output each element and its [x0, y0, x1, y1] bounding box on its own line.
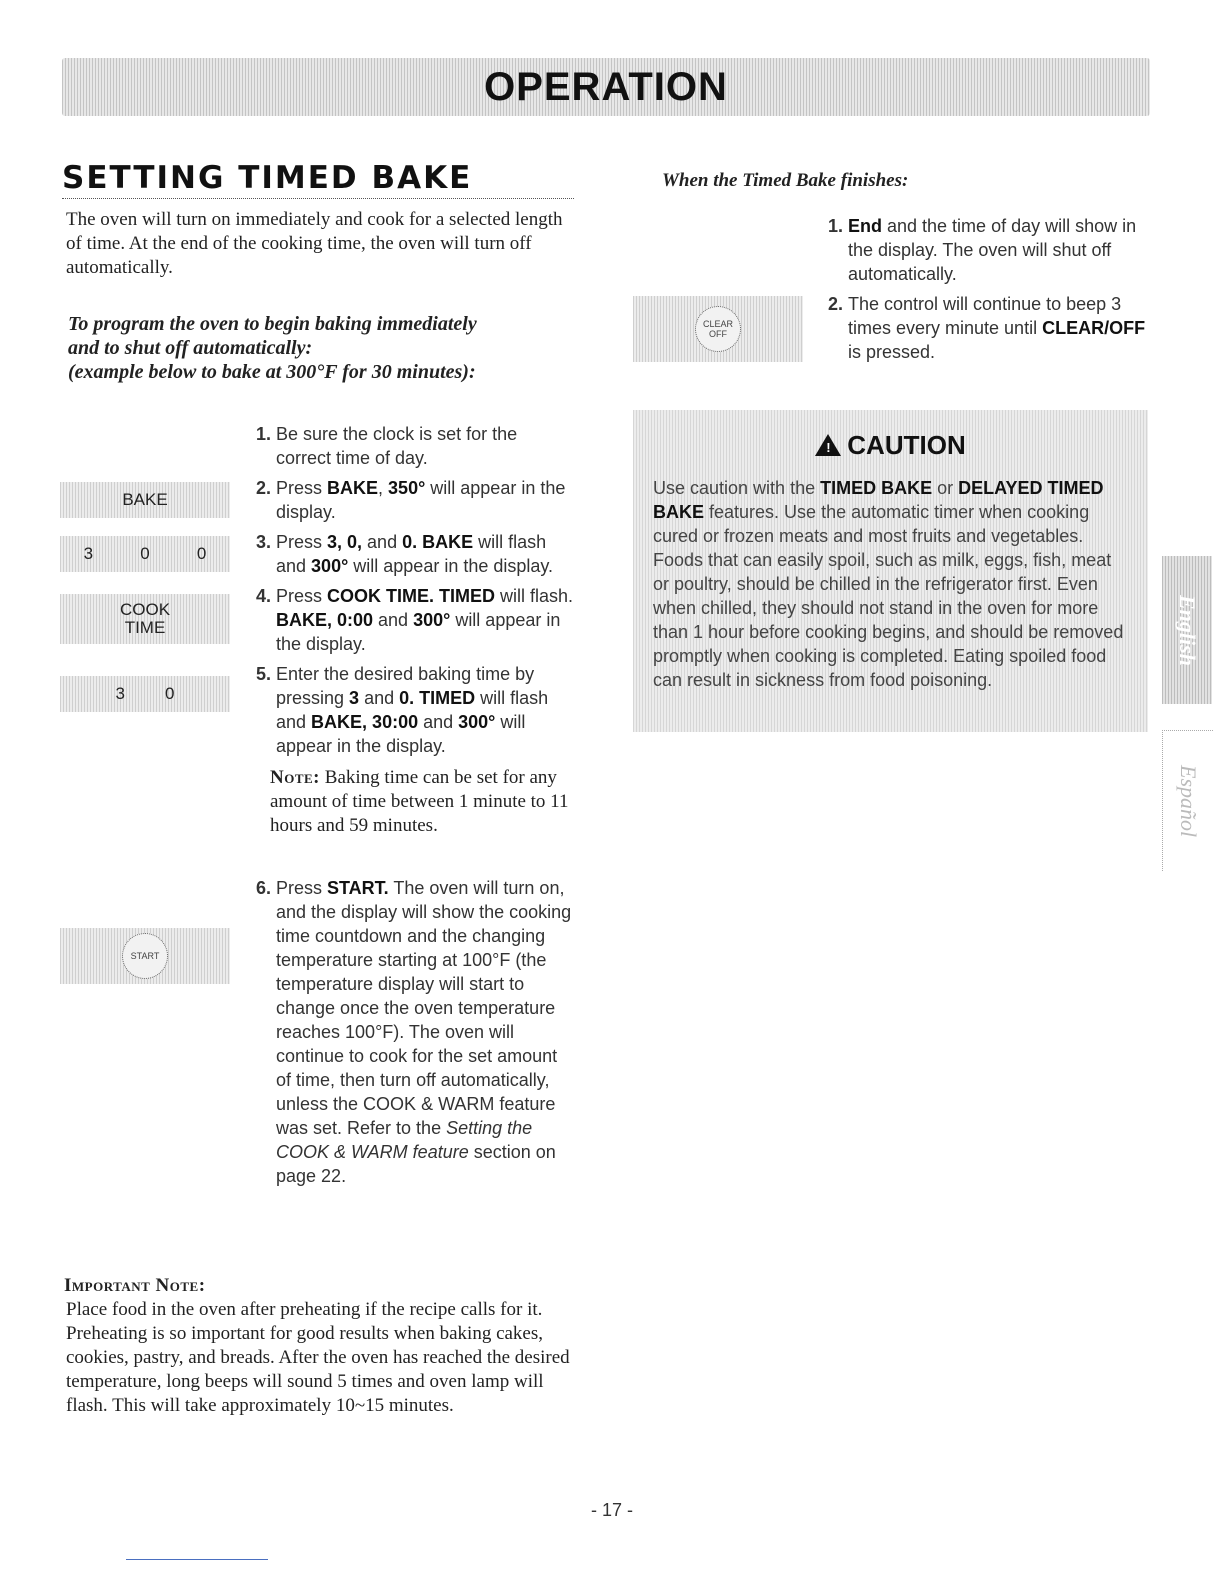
step-6 [256, 876, 576, 1188]
cook-time-label-2: TIME [124, 618, 166, 637]
note-block [270, 766, 590, 838]
step-1 [256, 422, 576, 470]
clear-off-button-icon [695, 306, 741, 352]
espanol-tab-label: Español [1176, 764, 1201, 838]
note-text: Baking time can be set for any amount of time between 1 minute to 11 hours and 59 minutes. [270, 767, 569, 836]
english-tab[interactable] [1162, 556, 1212, 704]
finish-step-2 [828, 292, 1148, 364]
operation-banner [62, 58, 1150, 116]
section-title: SETTING TIMED BAKE [62, 160, 574, 199]
program-line-2: and to shut off automatically: [68, 337, 313, 359]
page-number: - 17 - [590, 1500, 633, 1520]
off-label: OFF [709, 329, 727, 339]
program-line-1: To program the oven to begin baking immediately [68, 313, 477, 335]
warning-icon: ! [815, 434, 841, 456]
step-3 [256, 530, 576, 578]
start-button-icon [122, 933, 168, 979]
note-label: Note: [270, 767, 321, 788]
bake-key [60, 482, 230, 518]
important-note-text: Place food in the oven after preheating if the recipe calls for it. Preheating is so important for good results when baking cakes, cookies, pastry, and breads. After the oven has reached the desired temperature, long beeps will sound 5 times and oven lamp will flash. This will take approximately 10~15 minutes. [66, 1299, 570, 1416]
step-text: Press 3, 0, and 0. BAKE will flash and 300° will appear in the display. [276, 532, 554, 576]
program-heading [68, 312, 588, 384]
caution-title: CAUTION [847, 430, 966, 460]
start-key [60, 928, 230, 984]
step-2 [256, 476, 576, 524]
digit-keys-300 [60, 536, 230, 572]
program-line-3: (example below to bake at 300°F for 30 minutes): [68, 361, 476, 383]
step-5 [256, 662, 576, 758]
footer-line [126, 1559, 268, 1560]
english-tab-label: English [1175, 594, 1200, 666]
digit-key: 3 [115, 684, 125, 703]
caution-box [633, 410, 1148, 732]
step-text: Press START. The oven will turn on, and the display will show the cooking time countdown and the changing temperature starting at 100°F (the temperature display will start to change once the oven temperature reaches 100°F). The oven will continue to cook for the set amount of time, then turn off automatically, unless the COOK & WARM feature was set. Refer to the Setting the COOK & WARM feature section on page 22. [276, 878, 572, 1186]
step-number: 3. [256, 532, 272, 552]
caution-heading [633, 430, 1148, 461]
step-number: 6. [256, 878, 272, 898]
step-text: Enter the desired baking time by pressing 3 and 0. TIMED will flash and BAKE, 30:00 and 300° will appear in the display. [276, 664, 549, 756]
digit-key: 0 [165, 684, 175, 703]
step-text: End and the time of day will show in the display. The oven will shut off automatically. [848, 216, 1137, 284]
step-text: The control will continue to beep 3 times every minute until CLEAR/OFF is pressed. [848, 294, 1146, 362]
step-4 [256, 584, 576, 656]
step-text: Press BAKE, 350° will appear in the display. [276, 478, 566, 522]
bake-key-label: BAKE [122, 490, 168, 509]
finish-heading: When the Timed Bake finishes: [662, 170, 909, 191]
digit-key: 0 [140, 544, 150, 563]
start-label: START [130, 951, 160, 961]
espanol-tab[interactable] [1162, 730, 1213, 871]
clear-off-key [633, 296, 803, 362]
digit-key: 3 [83, 544, 94, 563]
banner-title: OPERATION [484, 64, 728, 109]
cook-time-key [60, 594, 230, 644]
digit-keys-30 [60, 676, 230, 712]
step-text: Press COOK TIME. TIMED will flash. BAKE, 0:00 and 300° will appear in the display. [276, 586, 574, 654]
intro-paragraph: The oven will turn on immediately and cook for a selected length of time. At the end of the cooking time, the oven will turn off automatically. [66, 209, 563, 278]
step-number: 5. [256, 664, 272, 684]
step-text: Be sure the clock is set for the correct time of day. [276, 424, 518, 468]
step-number: 1. [256, 424, 272, 444]
finish-step-1 [828, 214, 1148, 286]
important-note-label: Important Note: [64, 1275, 206, 1296]
digit-key: 0 [196, 544, 207, 563]
step-number: 2. [256, 478, 272, 498]
clear-label: CLEAR [702, 319, 733, 329]
cook-time-label-1: COOK [119, 600, 171, 619]
step-number: 2. [828, 294, 844, 314]
step-number: 1. [828, 216, 844, 236]
caution-text: Use caution with the TIMED BAKE or DELAYED TIMED BAKE features. Use the automatic timer when cooking cured or frozen meats and most fruits and vegetables. Foods that can easily spoil, such as milk, eggs, fish, meat or poultry, should be chilled in the refrigerator first. Even when chilled, they should not stand in the oven for more than 1 hour before cooking begins, and should be removed promptly when cooking is completed. Eating spoiled food can result in sickness from food poisoning. [653, 478, 1124, 690]
step-number: 4. [256, 586, 272, 606]
